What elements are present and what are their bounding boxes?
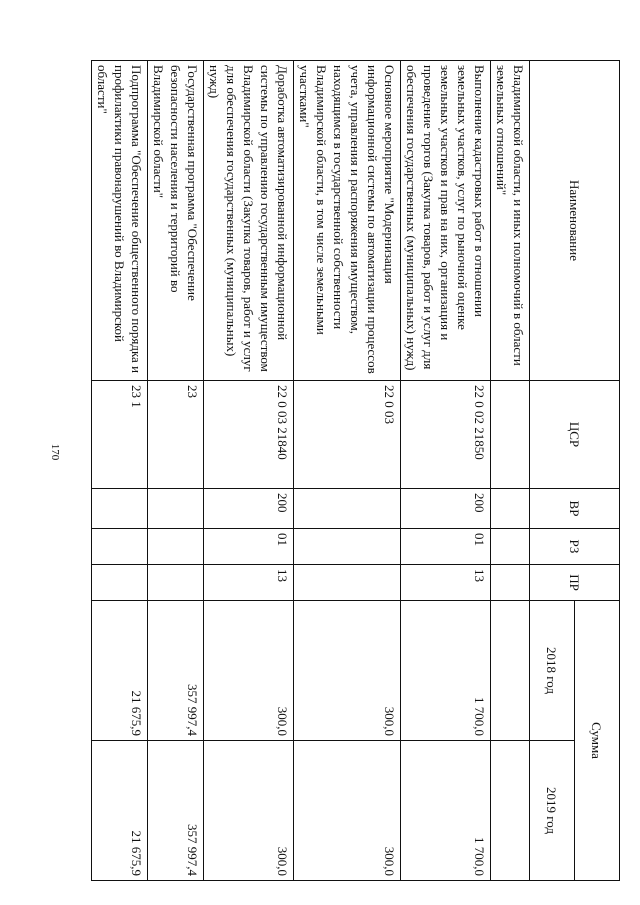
row-rz [92, 529, 148, 565]
row-vr [294, 489, 401, 529]
row-sum-2018: 21 675,9 [92, 601, 148, 741]
row-pr [491, 565, 530, 601]
row-vr [92, 489, 148, 529]
row-rz [148, 529, 204, 565]
row-rz: 01 [204, 529, 294, 565]
row-pr [92, 565, 148, 601]
row-name: Основное мероприятие "Модернизация информационной системы по автоматизации процессов учета, управления и распоряжения имуществом, находящимся в государственной собственности Владимирской области, в том числе земельными участками" [294, 61, 401, 381]
row-name: Государственная программа "Обеспечение безопасности населения и территорий во Владимирской области" [148, 61, 204, 381]
header-vr: ВР [530, 489, 620, 529]
page-number: 170 [49, 443, 61, 461]
row-sum-2018: 300,0 [204, 601, 294, 741]
header-row [575, 61, 620, 881]
row-csr [491, 381, 530, 489]
row-name: Доработка автоматизированной информационной системы по управлению государственным имуществом Владимирской области (Закупка товаров, работ и услуг для обеспечения государственных (муниципальных) нужд) [204, 61, 294, 381]
row-sum-2019 [491, 741, 530, 881]
row-sum-2018: 1 700,0 [401, 601, 491, 741]
row-name: Подпрограмма "Обеспечение общественного порядка и профилактики правонарушений во Владимирской области" [92, 61, 148, 381]
row-vr: 200 [401, 489, 491, 529]
budget-table [91, 60, 620, 881]
row-name: Владимирской области, и иных полномочий в области земельных отношений" [491, 61, 530, 381]
row-sum-2018 [491, 601, 530, 741]
row-csr: 22 0 03 21840 [204, 381, 294, 489]
row-rz [491, 529, 530, 565]
row-sum-2019: 300,0 [294, 741, 401, 881]
row-sum-2019: 300,0 [204, 741, 294, 881]
table-row [92, 61, 148, 881]
table-row [401, 61, 491, 881]
row-csr: 23 1 [92, 381, 148, 489]
row-pr [294, 565, 401, 601]
header-csr: ЦСР [530, 381, 620, 489]
row-vr: 200 [204, 489, 294, 529]
row-sum-2019: 357 997,4 [148, 741, 204, 881]
row-sum-2019: 1 700,0 [401, 741, 491, 881]
row-vr [148, 489, 204, 529]
rotated-page-content [80, 60, 620, 880]
header-sum: Сумма [575, 601, 620, 881]
row-sum-2018: 357 997,4 [148, 601, 204, 741]
header-year-2018: 2018 год [530, 601, 575, 741]
row-sum-2019: 21 675,9 [92, 741, 148, 881]
row-name: Выполнение кадастровых работ в отношении земельных участков, услуг по рыночной оценке земельных участков и прав на них, организация и проведение торгов (Закупка товаров, работ и услуг для обеспечения государственных (муниципальных) нужд) [401, 61, 491, 381]
header-rz: РЗ [530, 529, 620, 565]
row-pr: 13 [401, 565, 491, 601]
row-csr: 22 0 03 [294, 381, 401, 489]
row-pr [148, 565, 204, 601]
row-rz [294, 529, 401, 565]
row-vr [491, 489, 530, 529]
row-sum-2018: 300,0 [294, 601, 401, 741]
table-row [491, 61, 530, 881]
header-year-2019: 2019 год [530, 741, 575, 881]
row-csr: 22 0 02 21850 [401, 381, 491, 489]
header-pr: ПР [530, 565, 620, 601]
header-name: Наименование [530, 61, 620, 381]
table-row [148, 61, 204, 881]
table-row [204, 61, 294, 881]
table-row [294, 61, 401, 881]
row-pr: 13 [204, 565, 294, 601]
row-csr: 23 [148, 381, 204, 489]
row-rz: 01 [401, 529, 491, 565]
